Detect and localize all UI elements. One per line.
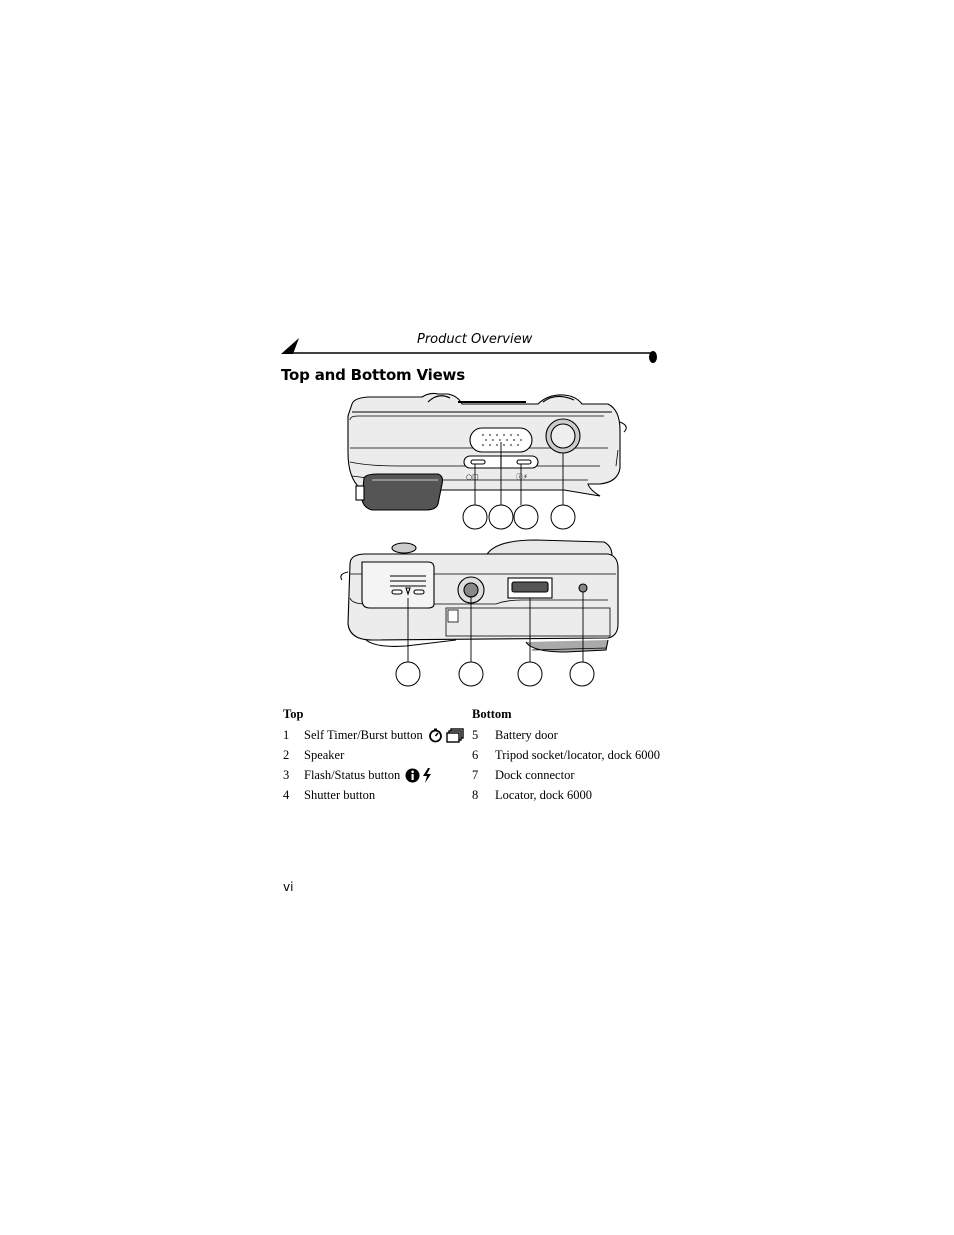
callout-4 <box>551 505 575 529</box>
list-item <box>283 745 468 765</box>
list-item <box>283 765 468 785</box>
item-number: 6 <box>472 748 479 762</box>
item-number: 3 <box>283 768 290 782</box>
item-label: Locator, dock 6000 <box>495 788 593 802</box>
item-number: 2 <box>283 748 290 762</box>
list-item <box>283 725 468 745</box>
burst-icon <box>446 728 464 743</box>
list-item <box>283 785 468 805</box>
legend-bottom <box>472 704 672 805</box>
svg-text:○□: ○□ <box>466 473 479 481</box>
callout-5 <box>396 662 420 686</box>
legend-bottom-heading: Bottom <box>472 707 512 721</box>
item-label: Self Timer/Burst button <box>304 728 423 742</box>
list-item <box>472 785 672 805</box>
svg-text:ⓘ⚡: ⓘ⚡ <box>516 473 528 481</box>
list-item <box>472 725 672 745</box>
callout-8 <box>570 662 594 686</box>
status-info-icon <box>405 768 420 783</box>
item-label: Shutter button <box>304 788 376 802</box>
callout-2 <box>489 505 513 529</box>
camera-top-view-figure <box>338 392 630 536</box>
item-label: Battery door <box>495 728 558 742</box>
item-label: Tripod socket/locator, dock 6000 <box>495 748 660 762</box>
item-number: 1 <box>283 728 290 742</box>
page-number: vi <box>283 880 294 894</box>
item-number: 4 <box>283 788 290 802</box>
item-number: 5 <box>472 728 479 742</box>
callout-7 <box>518 662 542 686</box>
running-header: Product Overview <box>417 332 533 347</box>
page-title: Top and Bottom Views <box>281 366 465 384</box>
item-label: Dock connector <box>495 768 575 782</box>
list-item <box>472 765 672 785</box>
legend-top-heading: Top <box>283 707 304 721</box>
legend-top <box>283 704 468 805</box>
item-label: Speaker <box>304 748 345 762</box>
callout-1 <box>463 505 487 529</box>
flash-icon <box>422 768 432 783</box>
list-item <box>472 745 672 765</box>
item-number: 7 <box>472 768 479 782</box>
callout-3 <box>514 505 538 529</box>
item-label: Flash/Status button <box>304 768 401 782</box>
callout-6 <box>459 662 483 686</box>
item-number: 8 <box>472 788 479 802</box>
camera-bottom-view-figure <box>336 538 626 688</box>
self-timer-icon <box>428 728 443 743</box>
